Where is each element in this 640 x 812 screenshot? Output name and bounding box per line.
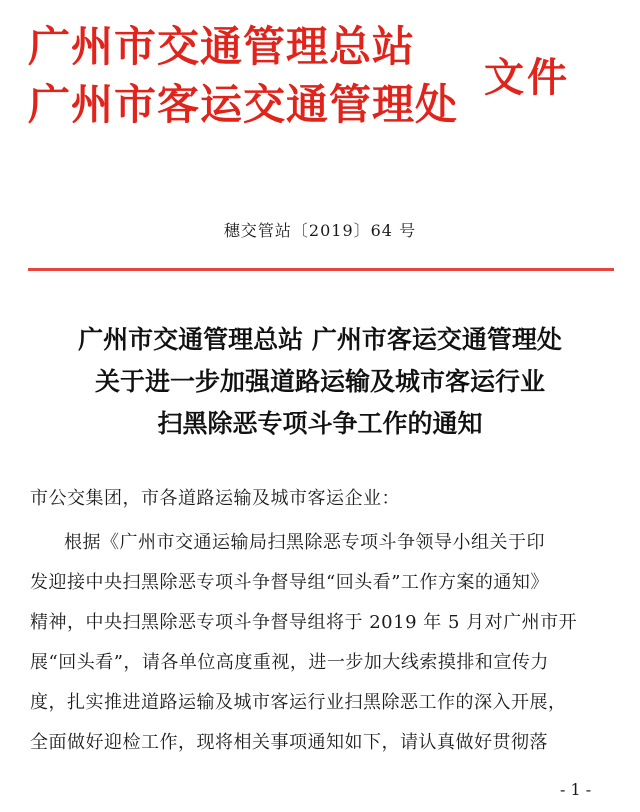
body-line: 展“回头看”，请各单位高度重视，进一步加大线索摸排和宣传力: [30, 652, 549, 673]
body-line: 精神，中央扫黑除恶专项斗争督导组将于 2019 年 5 月对广州市开: [30, 612, 578, 633]
body-line: 发迎接中央扫黑除恶专项斗争督导组“回头看”工作方案的通知》: [30, 572, 549, 593]
body-line: 根据《广州市交通运输局扫黑除恶专项斗争领导小组关于印: [64, 532, 545, 553]
addressee: 市公交集团，市各道路运输及城市客运企业：: [30, 488, 400, 509]
title-line-2: 关于进一步加强道路运输及城市客运行业: [94, 367, 545, 396]
body-line: 全面做好迎检工作，现将相关事项通知如下，请认真做好贯彻落: [30, 732, 548, 753]
document-number: 穗交管站〔2019〕64 号: [223, 221, 417, 240]
issuing-org-line-1: 广州市交通管理总站: [28, 22, 416, 71]
body-line: 度，扎实推进道路运输及城市客运行业扫黑除恶工作的深入开展，: [30, 692, 567, 713]
header-divider: [28, 268, 614, 271]
issuing-org-line-2: 广州市客运交通管理处: [28, 80, 459, 129]
document-suffix: 文件: [484, 55, 570, 101]
page-number: - 1 -: [560, 780, 592, 799]
title-line-1: 广州市交通管理总站 广州市客运交通管理处: [78, 325, 562, 354]
title-line-3: 扫黑除恶专项斗争工作的通知: [157, 409, 483, 438]
